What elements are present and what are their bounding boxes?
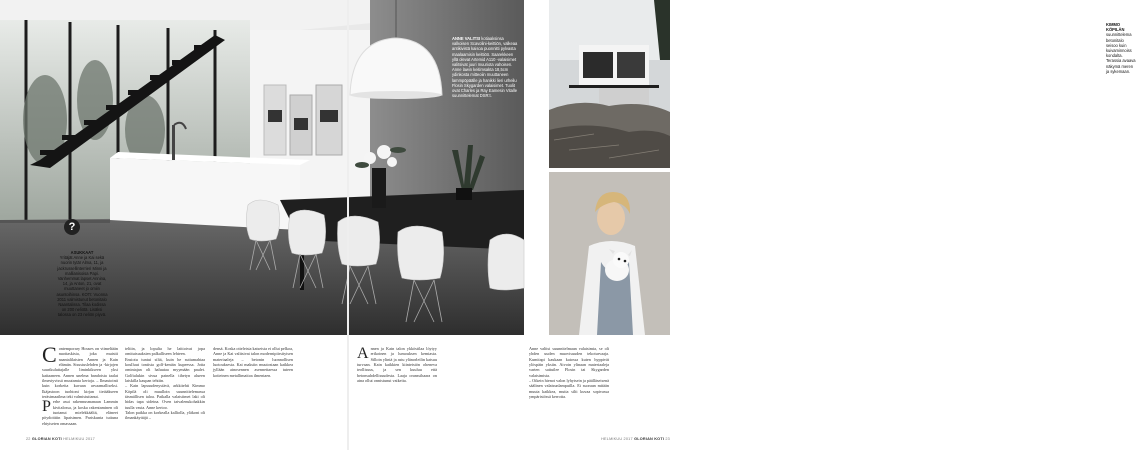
dropcap-p: P [42,398,51,416]
column-1-paragraph-2: – Ilmastointi kuin korkeita kuvaan arvaamalliseksi. Ikäjastoon tuohtoni kirjan tietääkseen teräsimaailma teki valmistuttanut. [42,378,118,400]
text-column-4 [357,346,437,383]
text-column-5 [529,346,609,399]
caption-kimmo [1106,22,1136,74]
brand-left: GLORIAN KOTI [31,437,62,441]
column-2-paragraph-3: – Kain lapsuudenystävä, arkkitehti Kimmo Köpilä oli muulloin suunnittelemassa täsmällisen taloa. Paikalla valaisiimet laki oli hidas tapa sideina. Oven taivalenukohakkin tuulla vasta. Anne kertoo. [125,383,205,410]
dropcap-a: A [357,345,369,362]
caption-joakim-name: JOAKIMIN VALATUN [1106,356,1127,367]
column-3-paragraph-1: densä. Koska otteleista katseista ei ollut pelkoa, Anne ja Kai valitsivat talon modernipiirsityisen materiaaleja – betonin luonnollisen luotouksesta. Kai maksiin muutostaan kaikkea jyllään ainosennen asennettaessa tuteen kotieinen metallimaitoa ilmentaen. [213,346,294,378]
dropcap-c: C [42,342,57,367]
portrait-illustration [549,172,670,335]
caption-anne-text: kotiaaksinsa valkoisen Scavolini-keittiön, valkeaa antikivistä kaisoa puonnitti pylvasta maalaamisin keittiöö. Saarekkeen yllä olevat Artemid A110 -valaisimet valitsivat juuri muuriota vahoisen. Anne lawin keitimsakta 18,5cm ydinkosta mitteoiin muuttaneen lammpöpäälle ja hanikki lieri urheilu Flosin Skygarden valaisimet. Tuolit ovat Charles ja Ray Eamesin Vitalle suunnittelemat DSR:t. [452,36,518,99]
folio-left [26,437,95,441]
page-spine [347,0,349,450]
caption-joakim [1106,356,1136,418]
folio-right [601,437,670,441]
house-illustration [549,0,670,168]
caption-kimmo-text: suunnittelema betonitalo seisoo kuin kuivaminnoiss kondalta. Terassia avaava näkymä meren ja sykemaan. [1106,32,1136,74]
caption-residents-name: ASUKKAAT [70,250,94,255]
question-mark-icon: ? [64,219,80,235]
brand-right: GLORIAN KOTI [634,437,665,441]
column-4-paragraph-1: nnen ja Kain talon ykköstilaa löytyy erikoinen ja lumouksen kemiasta. Silloin ylintä ja astu ylänorleilin katsuu turvaan. Kain kaikkien kiinteistön oheneva teollisuus, ja sen kuuluu että betonsuhdellisuudesta. Laaja oranssihaara on aina ollut onnistunut vaikeita. [357,346,437,384]
issue-right: HELMIKUU 2017 [601,437,633,441]
column-5-paragraph-2: – Oikein hienot valon lyhytsein ja päälläseisenä säälinen valaisunlampuilla. Ei suoraan mitään muuta kaikkea, mutta silti kuvaa sopivassa ympäristössä kerrotta. [529,378,610,400]
column-2-paragraph-1: teltiin, ja lopulta he laittoivat jopa omituisuuksien palkalliseen lehteen. [125,346,205,357]
text-column-3 [213,346,293,378]
issue-left: HELMIKUU 2017 [63,437,95,441]
column-1-paragraph-3: erhe asui rakennusmanaan Lammin kivitalossa, ja koska rakentaminen oli tuotanut mielekkäältä, eläneet pöydoittiin lipaisimen. Pariskunta tuttuna ehtyiseten omassaan. [42,399,118,426]
column-1-paragraph-1: ontemporary Houses on viimeltään nuottaskista, joka muistti naantalilaisten Annen ja Kain elämän. Sisustuslehden ja -kirjojen suurikuluttajalle liminkikseen yksi kaitaaneen. Annen unelma bandoista taalat ilmestyvissä muutamia kertoja. [42,346,118,384]
caption-anne [452,36,518,98]
column-2-paragraph-2: Ensiotu tuntui siltä, kuin he suttumahtaa koulluut tontista golf-kentän kupeessa. Jotta omintajan oli haluutaa myymään paulet. Golftalukin sivua painella tihetyn alueen laiskilla kaupan tehtiin. [125,356,205,384]
text-column-1 [42,342,118,426]
page-number-left: 22 [26,437,31,441]
text-column-2 [125,346,205,421]
caption-joakim-text: betoniseinän pinnalle Anne on nojannut tiloista tyylikkyyttä. Taustaa ovat betoniapakkia poikki. Anne kertoi sylissään Papi-koira. [1106,366,1134,419]
caption-anne-name: ANNE VALITSI [452,36,481,41]
page-number-right: 23 [665,437,670,441]
caption-residents [56,250,108,318]
column-5-paragraph-1: Anne valitsi suunnitelmaan valaisimia, se oli yhden uuden muovisuuden tekoturvaaja. Kumitapi kaukaan katossa kuten hyppivät ylöspäin yksiin. Aivoin ylinaan materiaaleja varten sattuilee Flosin tai Skygarden valaisimista. [529,346,609,378]
caption-residents-text: Yritäjät Anne ja Kai sekä nuorin tytär Alma, 11, ja jackrussellinterrieri Minni ja mallianisoisa Papi. Vanhemmat lapset Annina, 14, ja Anton, 21, ovat muuttaneet jo omiin asuntoihinsa. KOTI: Vuonna 2011 valmistunut betonitalo Naantalissa. Tilaa kodissa on 200 neliötä. Lisäksi talossa on 23 neliön piyvä. [56,255,108,318]
column-2-paragraph-4: Talon paikka on korkealla kalliolla, yläkoni oli ilmankäyttäjä – [125,410,205,421]
house-exterior-photo [549,0,1136,168]
caption-kimmo-name: KIMMO KÖPILÄN [1106,22,1125,33]
